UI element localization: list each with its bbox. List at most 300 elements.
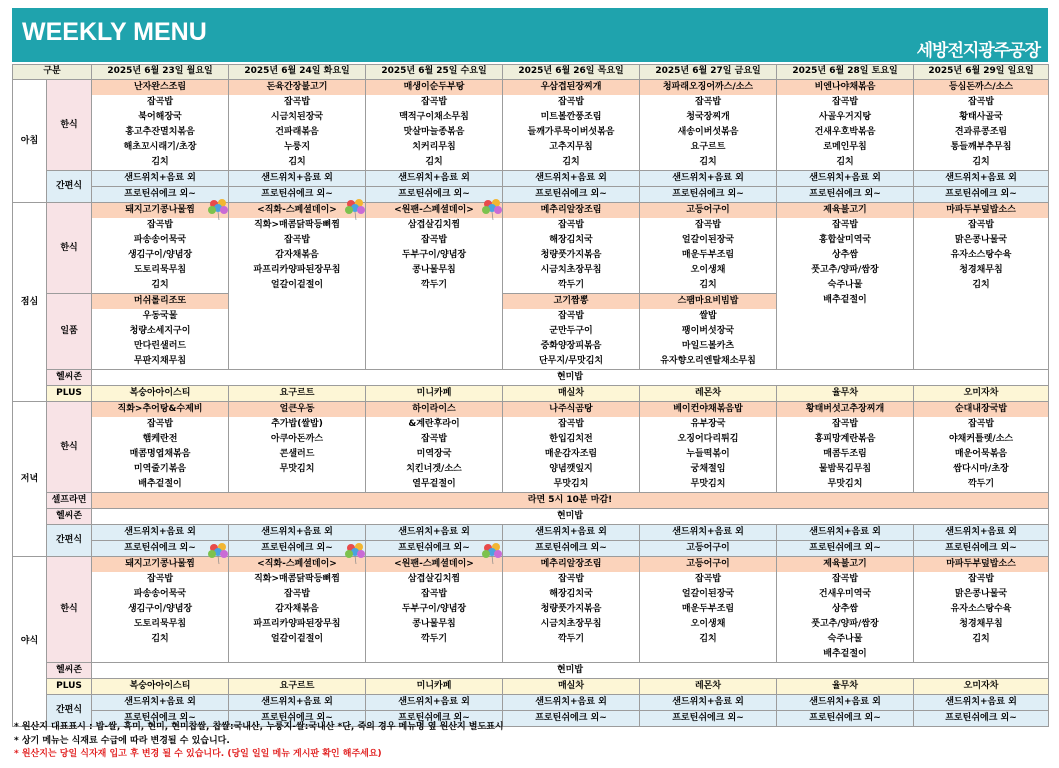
menu-item: 매운두부조림: [681, 250, 735, 260]
menu-item: 깍두기: [557, 634, 585, 644]
menu-item: 잡곡밥: [146, 220, 174, 230]
menu-item: 상추쌈: [831, 250, 859, 260]
menu-item: 단무지/무맛김치: [538, 356, 604, 366]
menu-item: 콩나물무침: [412, 619, 456, 629]
balloon-icon: [208, 198, 230, 220]
menu-item: 팽이버섯장국: [681, 326, 735, 336]
menu-cell: [503, 294, 640, 370]
menu-item: 무맛김치: [690, 479, 726, 489]
balloon-icon: [482, 542, 504, 564]
meal-label: 저녁: [13, 402, 47, 557]
menu-item: &계란후라이: [408, 419, 460, 429]
menu-item: 쌈다시마/초장: [953, 464, 1009, 474]
menu-item: 배추겉절이: [138, 479, 182, 489]
menu-item: 잡곡밥: [557, 311, 585, 321]
day-header: 2025년 6월 27일 금요일: [640, 65, 777, 80]
menu-item: 직화>매콤닭팍등뼈찜: [254, 220, 340, 230]
menu-item: 깍두기: [420, 634, 448, 644]
menu-item: 무맛김치: [553, 479, 589, 489]
day-header: 2025년 6월 23일 월요일: [92, 65, 229, 80]
menu-item: 북어해장국: [138, 112, 182, 122]
plus-item: 미니카페: [366, 386, 503, 402]
change-note: * 상기 메뉴는 식재료 수급에 따라 변경될 수 있습니다.: [14, 736, 230, 746]
simple-item: 프로틴쉬에크 외~: [914, 541, 1049, 557]
menu-item: 상추쌈: [831, 604, 859, 614]
menu-cell: [777, 402, 914, 493]
menu-cell: [92, 557, 229, 663]
menu-item: 잡곡밥: [694, 574, 722, 584]
simple-item: 샌드위치+음료 외: [229, 525, 366, 541]
menu-item: 홍고추잔멸치볶음: [125, 127, 195, 137]
menu-item: 맥적구이채소무침: [399, 112, 469, 122]
simple-item: 샌드위치+음료 외: [640, 171, 777, 187]
menu-item: 도토리묵무침: [133, 619, 187, 629]
menu-item: 치킨너겟/소스: [406, 464, 462, 474]
menu-item: 중화양장피볶음: [540, 341, 602, 351]
meal-label: 아침: [13, 80, 47, 203]
menu-item: 김치: [699, 280, 717, 290]
menu-cell: [229, 80, 366, 171]
main-dish: 베이컨야채볶음밥: [640, 402, 776, 417]
menu-item: 잡곡밥: [831, 419, 859, 429]
full-row-value: 라면 5시 10분 마감!: [92, 493, 1049, 509]
menu-cell: [92, 294, 229, 370]
menu-cell: [914, 203, 1049, 370]
menu-cell: [914, 80, 1049, 171]
menu-item: 통들깨부추무침: [950, 142, 1012, 152]
simple-item: 프로틴쉬에크 외~: [640, 711, 777, 727]
menu-item: 얼갈이된장국: [681, 589, 735, 599]
menu-item: 미역장국: [416, 449, 452, 459]
menu-item: 청경채무침: [959, 619, 1003, 629]
simple-item: 프로틴쉬에크 외~: [777, 711, 914, 727]
main-dish: 매생이순두부탕: [366, 80, 502, 95]
brand-logo-text: 세방전지광주공장: [916, 41, 1040, 61]
simple-item: 샌드위치+음료 외: [366, 525, 503, 541]
category-label: 간편식: [47, 171, 92, 203]
menu-cell: [503, 203, 640, 294]
menu-item: 잡곡밥: [557, 220, 585, 230]
menu-item: 잡곡밥: [831, 574, 859, 584]
menu-item: 파송송어묵국: [133, 235, 187, 245]
plus-item: 오미자차: [914, 386, 1049, 402]
menu-item: 오이생채: [690, 265, 726, 275]
balloon-icon: [208, 542, 230, 564]
main-dish: <직화-스페셜데이>: [229, 557, 365, 572]
menu-item: 생김구이/양념장: [127, 250, 193, 260]
menu-item: 오징어다리튀김: [677, 434, 739, 444]
menu-item: 맛살마늘종볶음: [403, 127, 465, 137]
menu-item: 잡곡밥: [420, 235, 448, 245]
menu-item: 잡곡밥: [967, 97, 995, 107]
simple-item: 프로틴쉬에크 외~: [229, 711, 366, 727]
menu-item: 깍두기: [967, 479, 995, 489]
menu-item: 해초꼬시래기/초장: [123, 142, 197, 152]
simple-item: 샌드위치+음료 외: [640, 525, 777, 541]
menu-item: 마일드볼카츠: [681, 341, 735, 351]
main-dish: 메추리알장조림: [503, 557, 639, 572]
lunch-row: [13, 370, 1049, 386]
main-dish: 순대내장국밥: [914, 402, 1048, 417]
simple-item: 샌드위치+음료 외: [640, 695, 777, 711]
menu-item: 김치: [562, 157, 580, 167]
simple-item: 샌드위치+음료 외: [503, 525, 640, 541]
menu-item: 햄케란전: [142, 434, 178, 444]
menu-item: 무맛김치: [279, 464, 315, 474]
header-banner: [12, 8, 1048, 62]
menu-cell: [777, 80, 914, 171]
menu-item: 시금치초장무침: [540, 265, 602, 275]
menu-cell: [366, 80, 503, 171]
category-label: 간편식: [47, 695, 92, 727]
menu-item: 맑은콩나물국: [954, 235, 1008, 245]
menu-item: 잡곡밥: [557, 419, 585, 429]
menu-item: 매콤두조림: [823, 449, 867, 459]
simple-item: 프로틴쉬에크 외~: [914, 711, 1049, 727]
simple-item: 샌드위치+음료 외: [366, 171, 503, 187]
balloon-icon: [345, 198, 367, 220]
simple-item: 샌드위치+음료 외: [229, 171, 366, 187]
simple-item: 프로틴쉬에크 외~: [503, 541, 640, 557]
plus-item: 복숭아아이스티: [92, 386, 229, 402]
menu-item: 김치: [151, 157, 169, 167]
menu-item: 직화>매콤닭팍등뼈찜: [254, 574, 340, 584]
menu-item: 쌀밥: [699, 311, 717, 321]
menu-item: 잡곡밥: [146, 97, 174, 107]
category-label: 한식: [47, 203, 92, 294]
plus-item: 율무차: [777, 386, 914, 402]
menu-item: 파프리카양파된장무침: [253, 265, 341, 275]
menu-item: 맑은콩나물국: [954, 589, 1008, 599]
main-dish: 얼큰우동: [229, 402, 365, 417]
simple-item: 샌드위치+음료 외: [229, 695, 366, 711]
menu-item: 고추지무침: [549, 142, 593, 152]
menu-item: 깍두기: [557, 280, 585, 290]
menu-item: 야채커틀렛/소스: [948, 434, 1014, 444]
simple-item: 프로틴쉬에크 외~: [366, 711, 503, 727]
menu-item: 깍두기: [420, 280, 448, 290]
menu-item: 콘샐러드: [279, 449, 315, 459]
breakfast-row: [13, 171, 1049, 187]
menu-item: 시금치된장국: [270, 112, 324, 122]
category-label: 한식: [47, 402, 92, 493]
menu-item: 잡곡밥: [557, 574, 585, 584]
simple-item: 프로틴쉬에크 외~: [92, 541, 229, 557]
category-label: 일품: [47, 294, 92, 370]
menu-item: 청량풋가지볶음: [540, 250, 602, 260]
simple-item: 샌드위치+음료 외: [914, 171, 1049, 187]
main-dish: 메추리알장조림: [503, 203, 639, 218]
main-dish: 고기짬뽕: [503, 294, 639, 309]
category-header: 구분: [13, 65, 92, 80]
menu-item: 잡곡밥: [283, 235, 311, 245]
menu-item: 만다린샐러드: [133, 341, 187, 351]
dinner-row: [13, 402, 1049, 493]
simple-item: 프로틴쉬에크 외~: [366, 187, 503, 203]
origin-change-note: * 원산지는 당일 식자재 입고 후 변경 될 수 있습니다. (당일 일일 메뉴 게시판 확인 해주세요): [14, 749, 382, 759]
menu-item: 무맛김치: [827, 479, 863, 489]
simple-item: 프로틴쉬에크 외~: [777, 541, 914, 557]
main-dish: 황태버섯고추장찌개: [777, 402, 913, 417]
main-dish: 우삼겹된장찌개: [503, 80, 639, 95]
menu-item: 김치: [699, 157, 717, 167]
menu-item: 사골우거지탕: [818, 112, 872, 122]
menu-cell: [640, 294, 777, 370]
menu-item: 잡곡밥: [146, 574, 174, 584]
menu-item: 김치: [425, 157, 443, 167]
origin-note: * 원산지 대표표시 : 밥-쌀, 흑미, 현미, 현미찹쌀, 찹쌀:국내산, 누룽지-쌀:국내산 *단, 죽의 경우 메뉴명 옆 원산지 별도표시: [14, 722, 504, 732]
simple-item: 프로틴쉬에크 외~: [92, 711, 229, 727]
simple-item: 프로틴쉬에크 외~: [229, 187, 366, 203]
menu-item: 잡곡밥: [283, 589, 311, 599]
menu-item: 청량소세지구이: [129, 326, 191, 336]
category-label: 셀프라면: [47, 493, 92, 509]
menu-item: 매운감자조림: [544, 449, 598, 459]
menu-item: 잡곡밥: [420, 434, 448, 444]
menu-item: 잡곡밥: [694, 220, 722, 230]
main-dish: 돈육간장불고기: [229, 80, 365, 95]
menu-item: 유자소스탕수육: [950, 250, 1012, 260]
simple-item: 샌드위치+음료 외: [92, 171, 229, 187]
menu-item: 미트볼깐풍조림: [540, 112, 602, 122]
balloon-icon: [345, 542, 367, 564]
day-header: 2025년 6월 28일 토요일: [777, 65, 914, 80]
menu-item: 청경채무침: [959, 265, 1003, 275]
day-header: 2025년 6월 26일 목요일: [503, 65, 640, 80]
lunch-row: [13, 203, 1049, 294]
menu-cell: [229, 203, 366, 370]
menu-item: 삼겹살김치찜: [407, 220, 461, 230]
menu-item: 잡곡밥: [831, 220, 859, 230]
day-header: 2025년 6월 29일 일요일: [914, 65, 1049, 80]
category-label: 간편식: [47, 525, 92, 557]
menu-item: 치커리무침: [412, 142, 456, 152]
menu-item: 잡곡밥: [557, 97, 585, 107]
menu-cell: [777, 557, 914, 663]
menu-item: 배추겉절이: [823, 295, 867, 305]
menu-cell: [366, 557, 503, 663]
night-row: [13, 695, 1049, 711]
plus-item: 율무차: [777, 679, 914, 695]
plus-item: 복숭아아이스티: [92, 679, 229, 695]
menu-item: 김치: [972, 280, 990, 290]
menu-table: [12, 64, 1049, 727]
menu-item: 유부장국: [690, 419, 726, 429]
menu-cell: [640, 402, 777, 493]
breakfast-row: [13, 187, 1049, 203]
menu-item: 건새우호박볶음: [814, 127, 876, 137]
menu-item: 추가밥(쌀밥): [271, 419, 323, 429]
menu-item: 청량풋가지볶음: [540, 604, 602, 614]
menu-item: 김치: [836, 157, 854, 167]
simple-item: 프로틴쉬에크 외~: [92, 187, 229, 203]
simple-item: 프로틴쉬에크 외~: [503, 187, 640, 203]
category-label: PLUS: [47, 386, 92, 402]
main-dish: 청파래오징어까스/소스: [640, 80, 776, 95]
menu-item: 김치: [151, 634, 169, 644]
menu-item: 얼갈이겉절이: [270, 280, 324, 290]
menu-item: 물밤묵김무침: [818, 464, 872, 474]
lunch-row: [13, 386, 1049, 402]
menu-cell: [229, 402, 366, 493]
menu-item: 들깨가루묵이버섯볶음: [527, 127, 615, 137]
simple-item: 프로틴쉬에크 외~: [503, 711, 640, 727]
menu-item: 파송송어묵국: [133, 589, 187, 599]
menu-item: 잡곡밥: [967, 220, 995, 230]
simple-item: 샌드위치+음료 외: [914, 525, 1049, 541]
night-row: [13, 663, 1049, 679]
night-row: [13, 557, 1049, 663]
menu-item: 한입김치전: [549, 434, 593, 444]
plus-item: 미니카페: [366, 679, 503, 695]
main-dish: 나주식곰탕: [503, 402, 639, 417]
menu-item: 숙주나물: [827, 280, 863, 290]
category-label: 헬씨존: [47, 509, 92, 525]
menu-item: 아쿠아돈까스: [270, 434, 324, 444]
simple-item: 고등어구이: [640, 541, 777, 557]
menu-item: 두부구이/양념장: [401, 250, 467, 260]
menu-cell: [366, 402, 503, 493]
meal-label: 점심: [13, 203, 47, 402]
menu-cell: [229, 557, 366, 663]
menu-cell: [640, 80, 777, 171]
menu-item: 매운어묵볶음: [954, 449, 1008, 459]
main-dish: 돼지고기콩나물찜: [92, 203, 228, 218]
plus-item: 레몬차: [640, 679, 777, 695]
menu-item: 황태사골국: [959, 112, 1003, 122]
main-dish: 제육불고기: [777, 557, 913, 572]
menu-cell: [640, 203, 777, 294]
main-dish: 돼지고기콩나물찜: [92, 557, 228, 572]
full-row-value: 현미밥: [92, 370, 1049, 386]
menu-item: 군만두구이: [549, 326, 593, 336]
category-label: PLUS: [47, 679, 92, 695]
menu-item: 양념깻잎지: [549, 464, 593, 474]
menu-item: 얼갈이겉절이: [270, 634, 324, 644]
menu-item: 홍합살미역국: [818, 235, 872, 245]
day-header: 2025년 6월 25일 수요일: [366, 65, 503, 80]
menu-cell: [503, 402, 640, 493]
main-dish: <원팬-스페셜데이>: [366, 557, 502, 572]
menu-item: 파프리카양파된장무침: [253, 619, 341, 629]
main-dish: 마파두부덮밥소스: [914, 203, 1048, 218]
simple-item: 샌드위치+음료 외: [777, 525, 914, 541]
main-dish: 머쉬롤리조또: [92, 294, 228, 309]
menu-cell: [92, 80, 229, 171]
menu-item: 견과류콩조림: [954, 127, 1008, 137]
menu-item: 해장김치국: [549, 235, 593, 245]
menu-item: 유자향오리엔탈채소무침: [660, 356, 756, 366]
menu-item: 청국장찌개: [686, 112, 730, 122]
menu-item: 풋고추/양파/쌈장: [811, 265, 879, 275]
main-dish: 마파두부덮밥소스: [914, 557, 1048, 572]
main-dish: 고등어구이: [640, 203, 776, 218]
main-dish: 비엔나야채볶음: [777, 80, 913, 95]
menu-item: 요구르트: [690, 142, 726, 152]
simple-item: 샌드위치+음료 외: [914, 695, 1049, 711]
main-dish: 스팸마요비빔밥: [640, 294, 776, 309]
menu-item: 건새우미역국: [818, 589, 872, 599]
header-row: [13, 65, 1049, 80]
menu-item: 새송이버섯볶음: [677, 127, 739, 137]
simple-item: 프로틴쉬에크 외~: [366, 541, 503, 557]
dinner-row: [13, 525, 1049, 541]
menu-item: 두부구이/양념장: [401, 604, 467, 614]
plus-item: 레몬차: [640, 386, 777, 402]
simple-item: 샌드위치+음료 외: [92, 525, 229, 541]
simple-item: 샌드위치+음료 외: [503, 171, 640, 187]
menu-item: 열무겉절이: [412, 479, 456, 489]
menu-item: 우동국물: [142, 311, 178, 321]
menu-item: 미역줄기볶음: [133, 464, 187, 474]
category-label: 헬씨존: [47, 663, 92, 679]
menu-item: 콩나물무침: [412, 265, 456, 275]
category-label: 헬씨존: [47, 370, 92, 386]
menu-item: 잡곡밥: [420, 589, 448, 599]
menu-item: 매콤명엽채볶음: [129, 449, 191, 459]
menu-item: 잡곡밥: [831, 97, 859, 107]
main-dish: 난자완스조림: [92, 80, 228, 95]
main-dish: <원팬-스페셜데이>: [366, 203, 502, 218]
main-dish: 등심돈까스/소스: [914, 80, 1048, 95]
simple-item: 샌드위치+음료 외: [366, 695, 503, 711]
menu-item: 시금치초장무침: [540, 619, 602, 629]
menu-item: 누룽지: [283, 142, 311, 152]
menu-item: 풋고추/양파/쌈장: [811, 619, 879, 629]
plus-item: 요구르트: [229, 679, 366, 695]
menu-item: 감자채볶음: [275, 604, 319, 614]
simple-item: 프로틴쉬에크 외~: [229, 541, 366, 557]
menu-cell: [92, 402, 229, 493]
menu-item: 잡곡밥: [694, 97, 722, 107]
menu-item: 잡곡밥: [420, 97, 448, 107]
simple-item: 프로틴쉬에크 외~: [914, 187, 1049, 203]
full-row-value: 현미밥: [92, 663, 1049, 679]
menu-item: 잡곡밥: [967, 419, 995, 429]
plus-item: 매실차: [503, 386, 640, 402]
main-dish: 제육불고기: [777, 203, 913, 218]
balloon-icon: [482, 198, 504, 220]
simple-item: 프로틴쉬에크 외~: [640, 187, 777, 203]
meal-label: 야식: [13, 557, 47, 727]
menu-cell: [503, 80, 640, 171]
breakfast-row: [13, 80, 1049, 171]
menu-cell: [640, 557, 777, 663]
menu-item: 유자소스탕수육: [950, 604, 1012, 614]
simple-item: 샌드위치+음료 외: [777, 695, 914, 711]
menu-item: 잡곡밥: [283, 97, 311, 107]
menu-item: 삼겹살김치찜: [407, 574, 461, 584]
menu-item: 매운두부조림: [681, 604, 735, 614]
main-dish: 고등어구이: [640, 557, 776, 572]
menu-cell: [366, 203, 503, 370]
menu-item: 누들떡볶이: [686, 449, 730, 459]
menu-item: 잡곡밥: [967, 574, 995, 584]
main-dish: 직화>추어탕&수제비: [92, 402, 228, 417]
category-label: 한식: [47, 80, 92, 171]
menu-item: 궁채절임: [690, 464, 726, 474]
menu-item: 김치: [699, 634, 717, 644]
day-header: 2025년 6월 24일 화요일: [229, 65, 366, 80]
plus-item: 매실차: [503, 679, 640, 695]
menu-item: 숙주나물: [827, 634, 863, 644]
menu-item: 도토리묵무침: [133, 265, 187, 275]
menu-item: 홍피망계란볶음: [814, 434, 876, 444]
simple-item: 프로틴쉬에크 외~: [777, 187, 914, 203]
menu-item: 로메인무침: [823, 142, 867, 152]
menu-item: 오이생채: [690, 619, 726, 629]
menu-item: 김치: [972, 157, 990, 167]
